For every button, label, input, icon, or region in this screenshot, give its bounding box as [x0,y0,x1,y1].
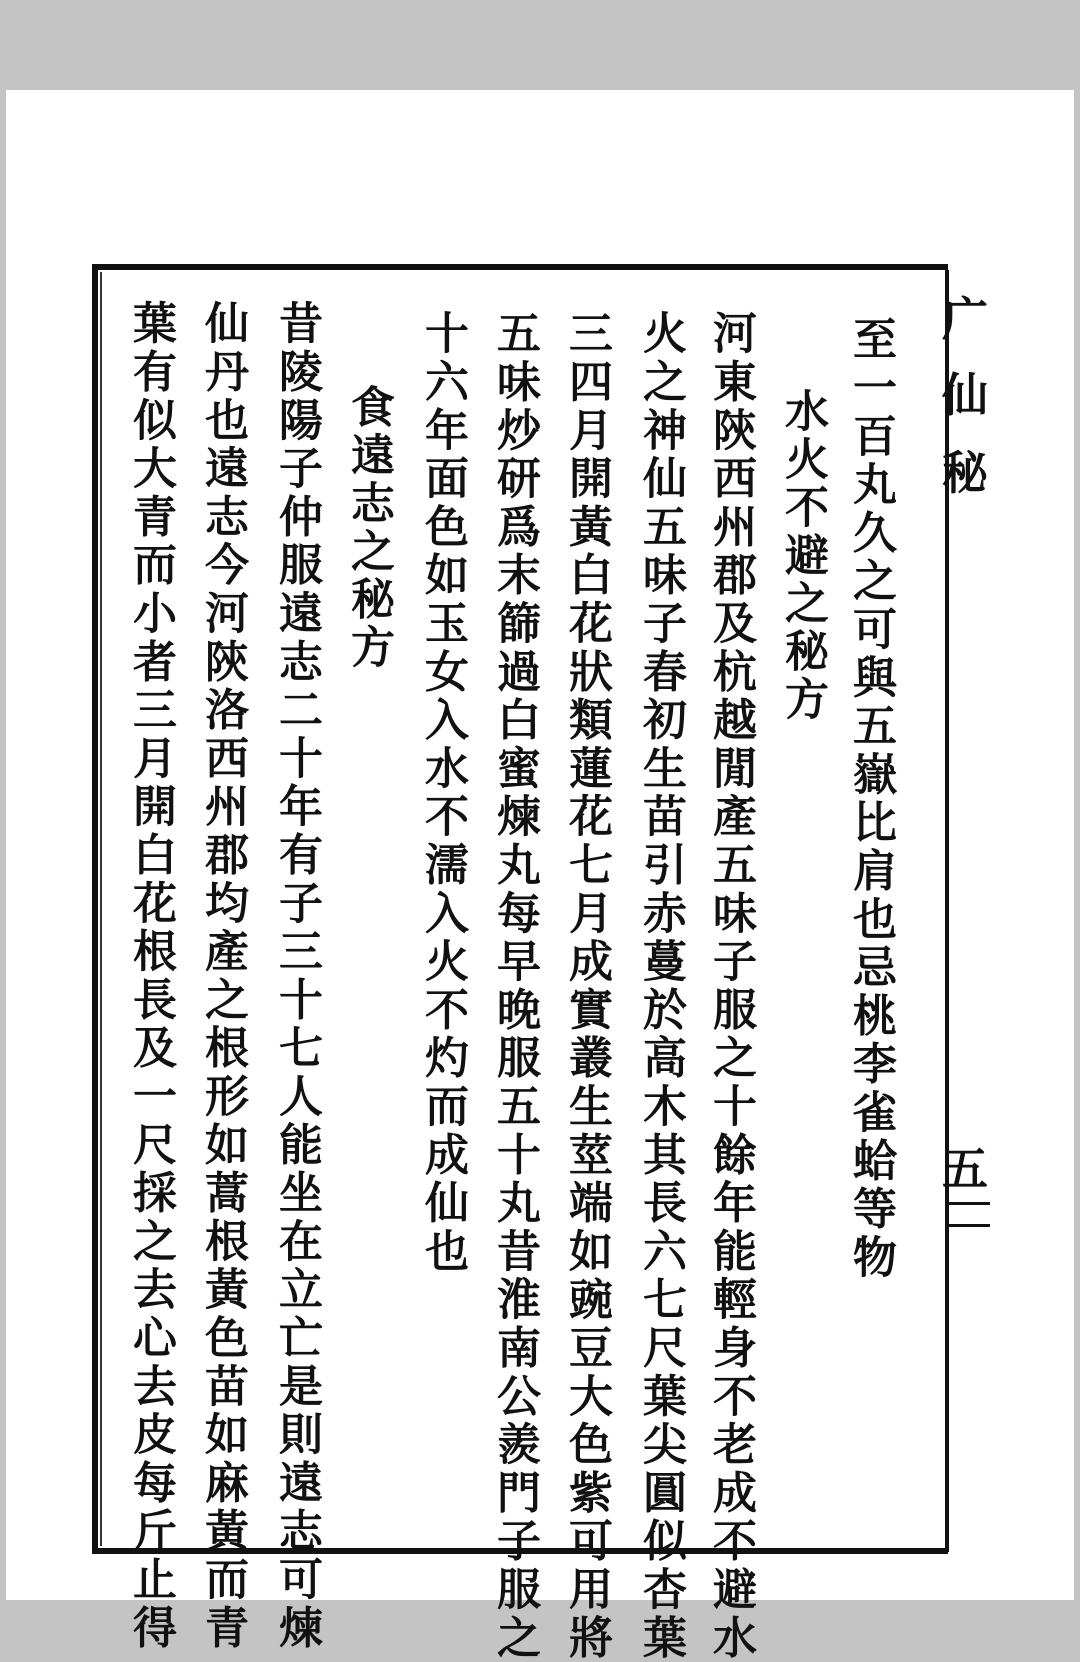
text-column-1: 至一百丸久之可與五嶽比肩也忌桃李雀蛤等物 [845,316,896,1282]
margin-rule-lower [948,1224,990,1227]
margin-page-number: 五 [942,1142,988,1196]
inner-border-rule [100,272,102,1546]
text-column-9: 昔陵陽子仲服遠志二十年有子三十七人能坐在立亡是則遠志可煉 [271,300,322,1653]
margin-title-char-2: 仙 [942,368,988,422]
text-column-5: 三四月開黃白花狀類蓮花七月成實叢生莖端如豌豆大色紫可用將 [561,310,612,1662]
margin-title-char-1: 广 [942,292,988,346]
text-column-7: 十六年面色如玉女入水不濡入火不灼而成仙也 [417,310,468,1276]
text-column-6: 五味炒研爲末篩過白蜜煉丸每早晚服五十丸昔淮南公羨門子服之 [489,310,540,1662]
margin-title-char-3: 秘 [942,446,988,500]
text-column-4: 火之神仙五味子春初生苗引赤蔓於高木其長六七尺葉尖圓似杏葉 [635,310,686,1662]
text-column-8-heading: 食遠志之秘方 [343,384,394,672]
text-column-10: 仙丹也遠志今河陝洛西州郡均產之根形如蒿根黃色苗如麻黃而青 [197,300,248,1653]
text-column-3: 河東陝西州郡及杭越閒產五味子服之十餘年能輕身不老成不避水 [705,310,756,1662]
scanner-background [0,0,1080,90]
text-column-2-heading: 水火不避之秘方 [777,388,828,724]
text-column-11: 葉有似大青而小者三月開白花根長及一尺採之去心去皮每斤止得 [125,300,176,1653]
margin-rule-upper [948,1202,990,1205]
